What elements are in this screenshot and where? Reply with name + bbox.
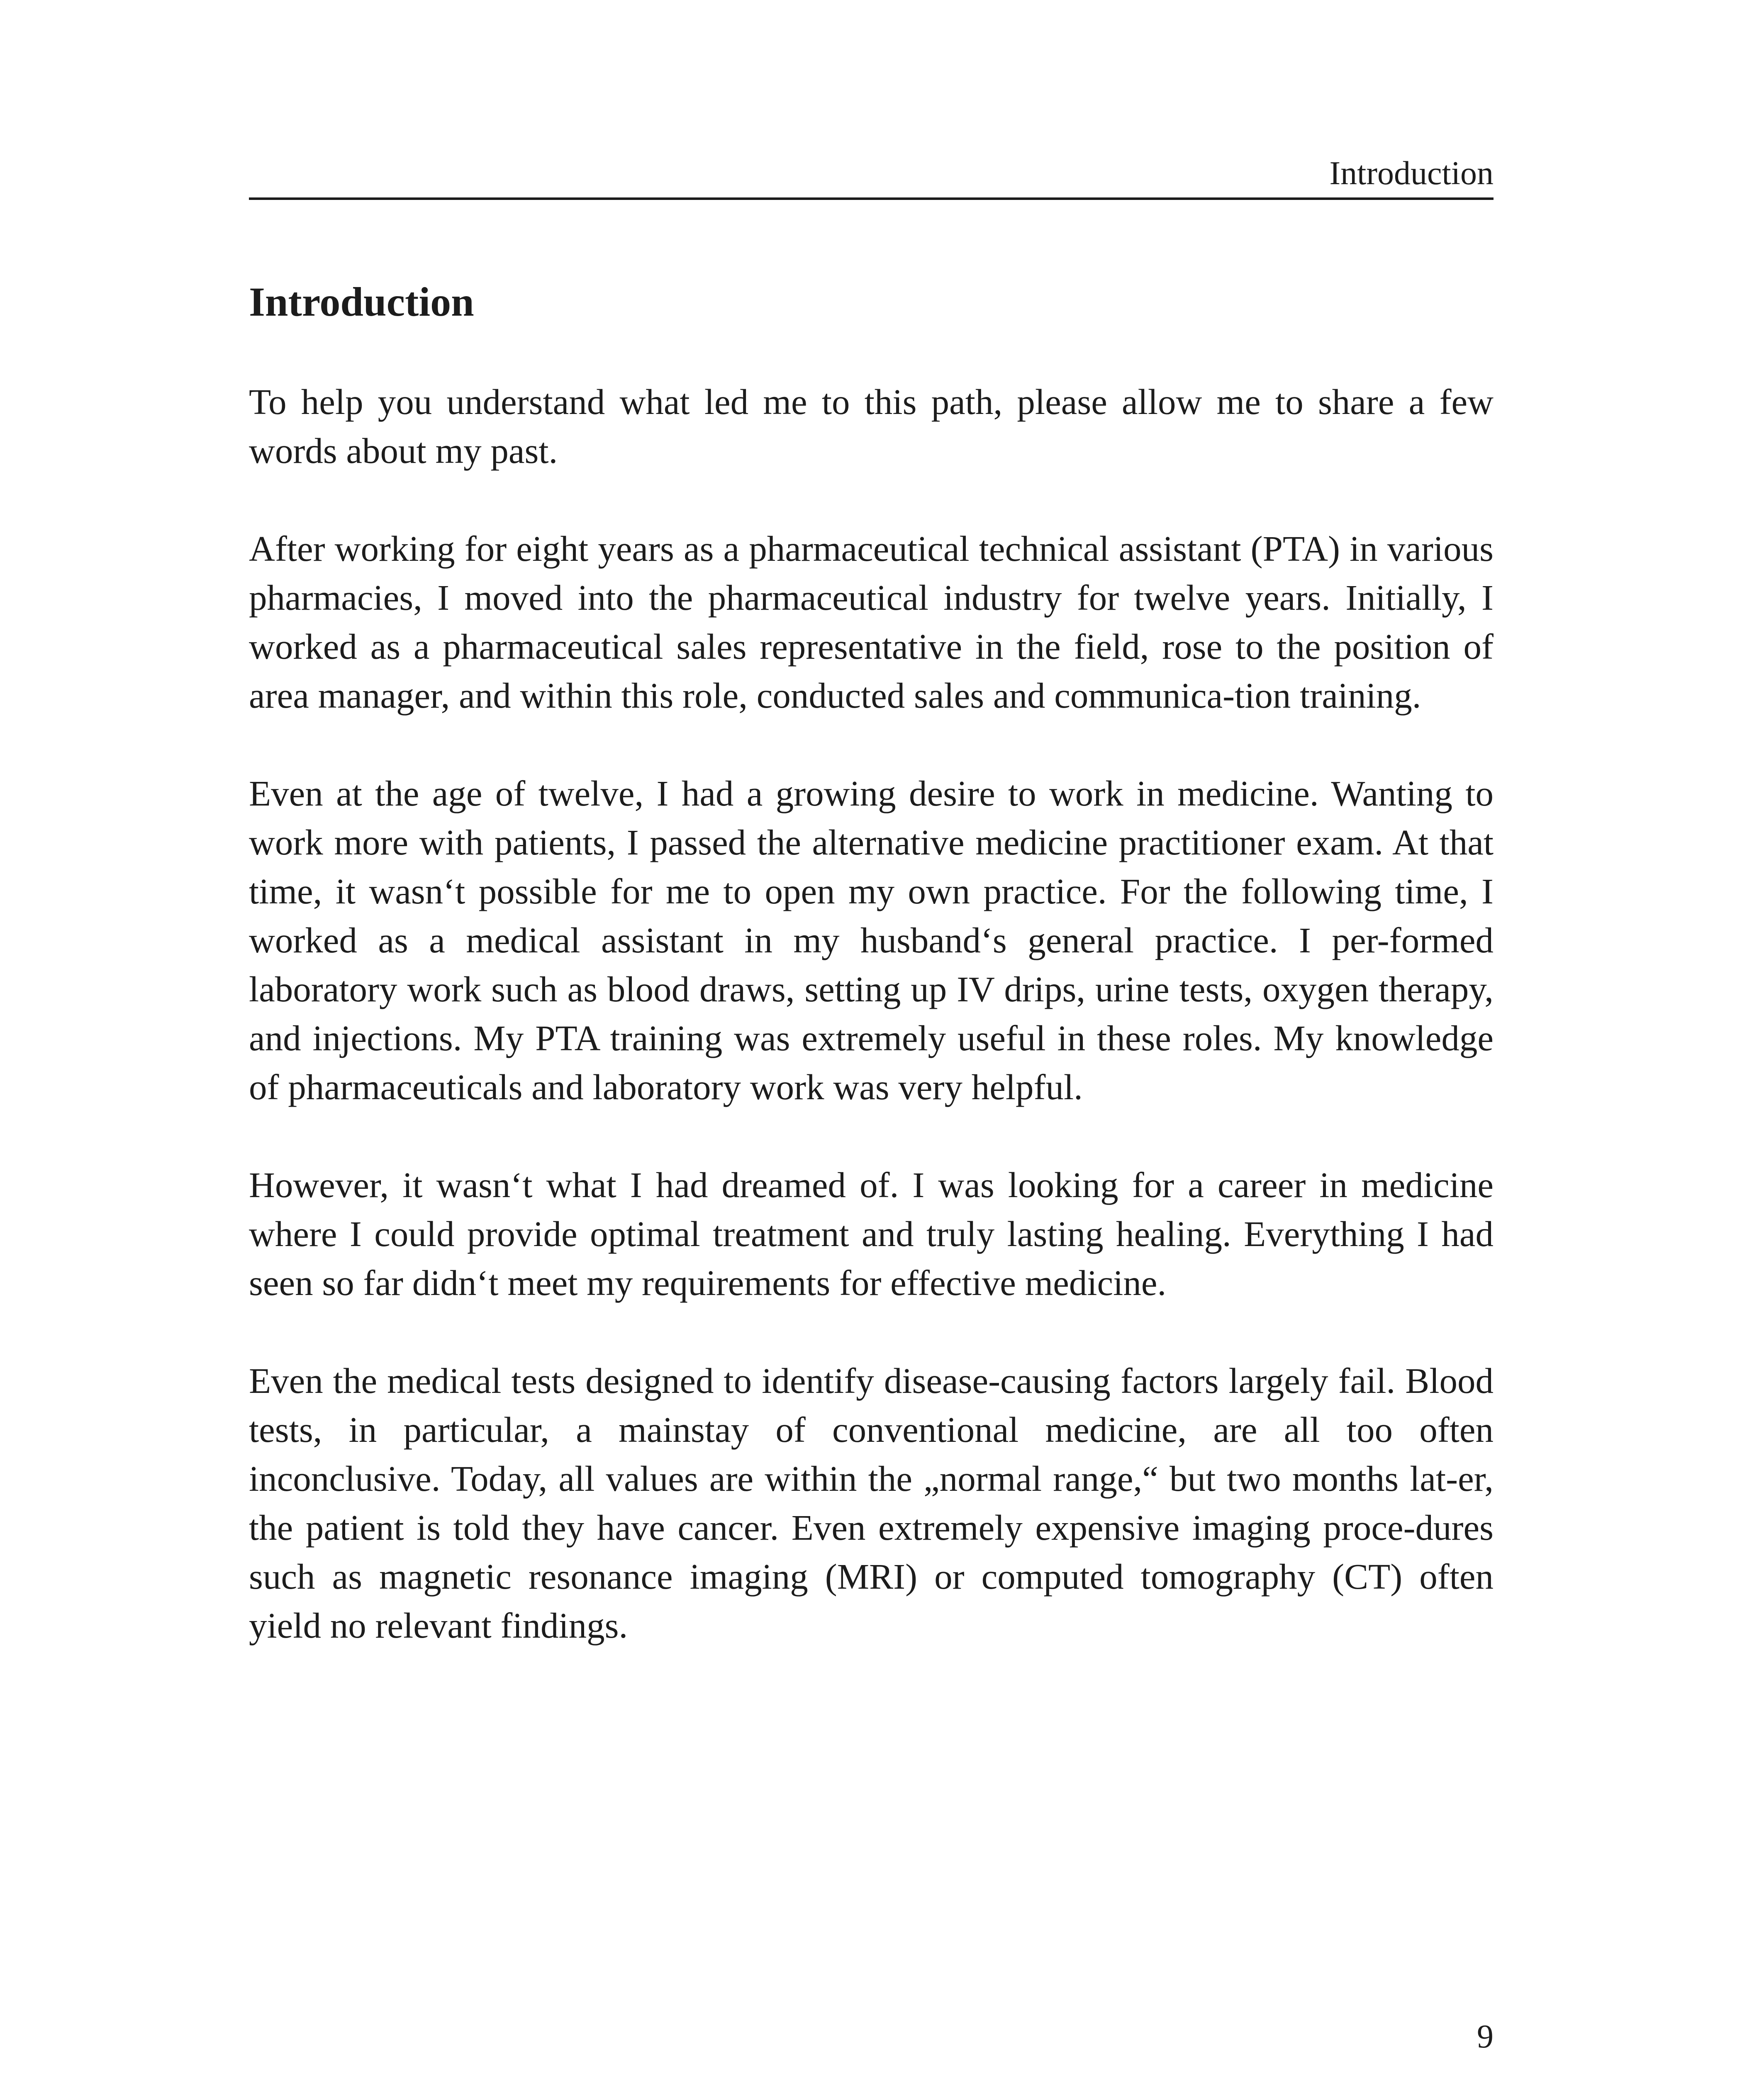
header-rule — [249, 197, 1494, 200]
page-number: 9 — [1477, 2018, 1494, 2055]
running-header: Introduction — [1329, 155, 1494, 192]
paragraph: Even the medical tests designed to identify disease-causing factors largely fail. Blood tests, in particular, a mainstay of conventional medicine, are all too often inconclusive. Today, all values are within the „normal range,“ but two months lat-er, the patient is told they have cancer. Even extremely expensive imaging proce-dures such as magnetic resonance imaging (MRI) or computed tomography (CT) often yield no relevant findings. — [249, 1361, 1494, 1646]
body-text — [249, 377, 1494, 1699]
chapter-title: Introduction — [249, 279, 474, 325]
paragraph: To help you understand what led me to this path, please allow me to share a few words about my past. — [249, 382, 1494, 471]
paragraph: However, it wasn‘t what I had dreamed of. I was looking for a career in medicine where I could provide optimal treatment and truly lasting healing. Everything I had seen so far didn‘t meet my requirements for effective medicine. — [249, 1165, 1494, 1303]
paragraph: Even at the age of twelve, I had a growing desire to work in medicine. Wanting to work more with patients, I passed the alternative medicine practitioner exam. At that time, it wasn‘t possible for me to open my own practice. For the following time, I worked as a medical assistant in my husband‘s general practice. I per-formed laboratory work such as blood draws, setting up IV drips, urine tests, oxygen therapy, and injections. My PTA training was extremely useful in these roles. My knowledge of pharmaceuticals and laboratory work was very helpful. — [249, 773, 1494, 1107]
paragraph: After working for eight years as a pharmaceutical technical assistant (PTA) in various pharmacies, I moved into the pharmaceutical industry for twelve years. Initially, I worked as a pharmaceutical sales representative in the field, rose to the position of area manager, and within this role, conducted sales and communica-tion training. — [249, 528, 1494, 716]
